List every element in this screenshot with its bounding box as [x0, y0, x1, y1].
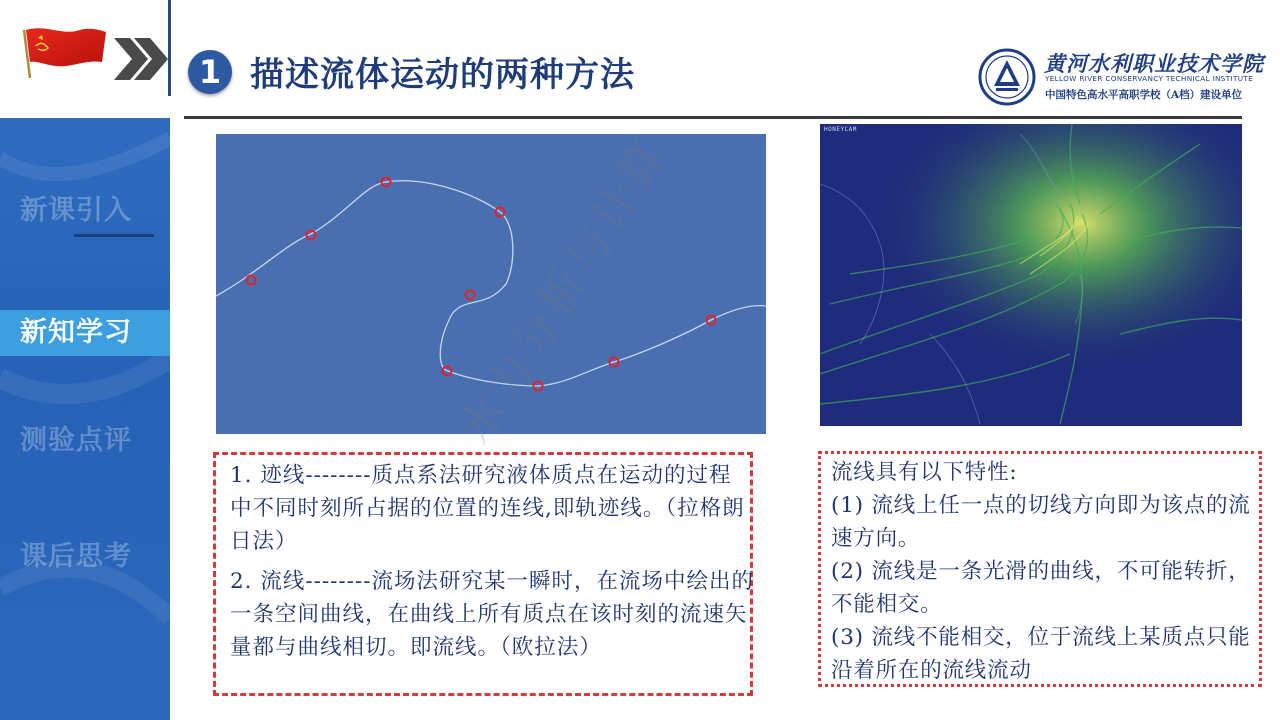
party-flag-icon	[18, 22, 110, 80]
school-name-en: YELLOW RIVER CONSERVANCY TECHNICAL INSTITUTE	[1045, 74, 1254, 83]
page-title: 描述流体运动的两种方法	[250, 55, 635, 95]
particle-point	[466, 291, 475, 300]
property-item-2: (2) 流线是一条光滑的曲线，不可能转折，不能相交。	[831, 559, 1251, 617]
course-watermark: 水力分析与计算	[447, 127, 679, 454]
chevron-right-icon	[112, 36, 170, 82]
sidebar-item-intro[interactable]: 新课引入	[20, 195, 132, 226]
property-item-3: (3) 流线不能相交，位于流线上某质点只能沿着所在的流线流动	[831, 625, 1251, 683]
pathline-curve	[216, 181, 766, 386]
pathline-definition: 1. 迹线--------质点系法研究液体质点在运动的过程中不同时刻所占据的位置的连线,即轨迹线。（拉格朗日法）	[230, 463, 745, 554]
section-number-badge: 1	[188, 50, 232, 94]
pathline-streamline-definition-box	[213, 452, 753, 696]
sidebar-item-new-knowledge[interactable]: 新知学习	[0, 310, 170, 356]
school-subtitle: 中国特色高水平高职学校（A档）建设单位	[1045, 89, 1243, 101]
wind-map-brand-label: HONEYCAM	[824, 126, 857, 133]
school-name-cn: 黄河水利职业技术学院	[1044, 51, 1264, 76]
sidebar-item-quiz[interactable]: 测验点评	[20, 425, 132, 456]
wind-streamline-map	[820, 124, 1242, 426]
header-divider	[168, 0, 171, 96]
streamline-properties	[831, 456, 1259, 687]
property-item-1: (1) 流线上任一点的切线方向即为该点的流速方向。	[831, 493, 1251, 551]
sidebar	[0, 118, 170, 720]
school-emblem-icon	[978, 48, 1036, 106]
particle-point	[247, 276, 256, 285]
pathline-diagram	[216, 134, 766, 434]
sidebar-top-tab	[74, 234, 154, 237]
properties-title: 流线具有以下特性:	[831, 460, 1018, 485]
header-rule	[184, 116, 1242, 119]
streamline-properties-box	[818, 451, 1262, 687]
sidebar-item-homework[interactable]: 课后思考	[20, 541, 132, 572]
streamline-definition: 2. 流线--------流场法研究某一瞬时，在流场中绘出的一条空间曲线，在曲线上所有质点在该时刻的流速矢量都与曲线相切。即流线。（欧拉法）	[230, 569, 754, 660]
wind-map-image	[820, 124, 1242, 426]
